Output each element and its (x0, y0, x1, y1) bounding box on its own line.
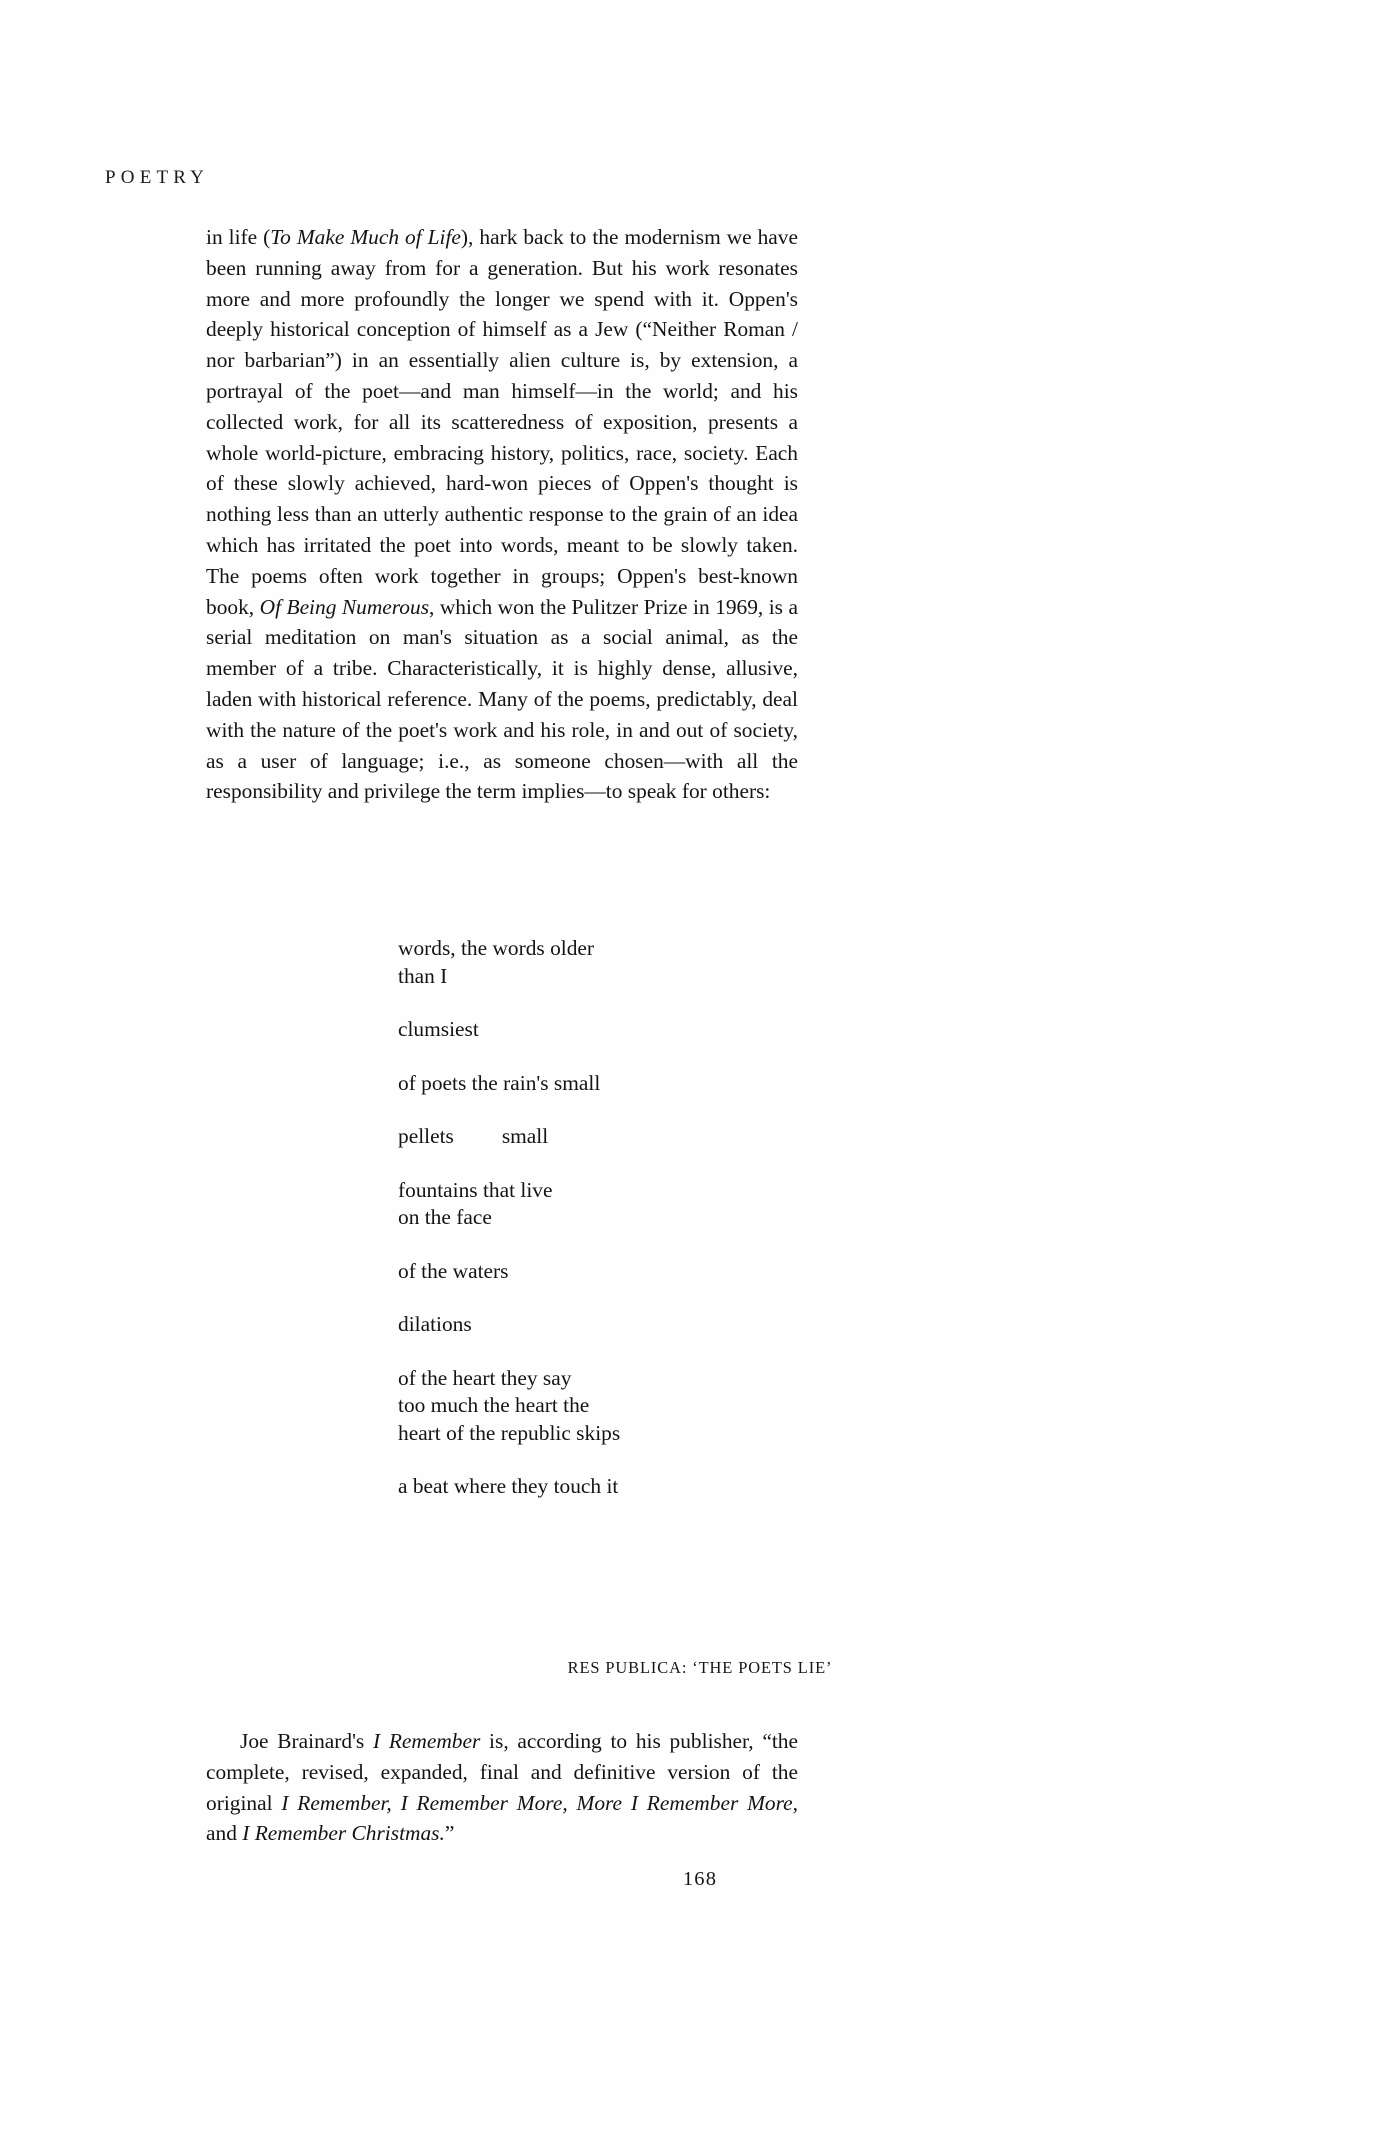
poem-attribution-text: RES PUBLICA: ‘THE POETS LIE’ (567, 1658, 833, 1677)
verse-word: small (501, 1124, 549, 1148)
verse-line: clumsiest (398, 1017, 479, 1041)
body-text-column (206, 222, 798, 807)
italic-title: I Remember, I Remember More, More I Remember More, (281, 1790, 798, 1815)
verse-line: too much the heart the (398, 1393, 590, 1417)
closing-paragraph (206, 1726, 798, 1849)
verse-line: of the heart they say (398, 1365, 572, 1390)
italic-title: I Remember (373, 1729, 481, 1753)
body-paragraph-1 (206, 222, 798, 807)
verse-stanza (398, 1365, 798, 1448)
closing-paragraph-block (206, 1726, 798, 1849)
poem-attribution (0, 1658, 1400, 1678)
italic-title: Of Being Numerous (259, 594, 430, 619)
text-run: Joe Brainard's (240, 1729, 373, 1753)
text-run: in life ( (206, 225, 271, 249)
text-run: is, according to his publisher, “the complete, revised, expanded, final and definitive version of the original (206, 1729, 798, 1815)
verse-stanza (398, 935, 798, 990)
verse-stanza (398, 1311, 798, 1339)
text-run: and (206, 1821, 243, 1846)
verse-line: a beat where they touch it (398, 1474, 619, 1498)
verse-stanza (398, 1258, 798, 1286)
verse-quotation (398, 935, 798, 1501)
verse-line (398, 1123, 798, 1151)
page-number: 168 (682, 1868, 718, 1890)
text-run: ” (444, 1821, 455, 1846)
running-head: POETRY (105, 167, 210, 188)
verse-stanza (398, 1070, 798, 1098)
verse-line: than I (398, 963, 448, 988)
text-run: , which won the Pulitzer Prize in 1969, is a serial meditation on man's situation as a social animal, as the member of a tribe. Characteristically, it is highly dense, allusive, laden with historical reference. Many of the poems, predictably, deal with the nature of the poet's work and his role, in and out of society, as a user of language; i.e., as someone chosen—with all the responsibility and privilege the term implies—to speak for others: (206, 594, 798, 804)
verse-line: words, the words older (398, 936, 595, 960)
verse-line: heart of the republic skips (398, 1420, 621, 1445)
text-run: ), hark back to the modernism we have been running away from for a generation. But his work resonates more and more profoundly the longer we spend with it. Oppen's deeply historical conception of himself as a Jew (“Neither Roman / nor barbarian”) in an essentially alien culture is, by extension, a portrayal of the poet—and man himself—in the world; and his collected work, for all its scatteredness of exposition, presents a whole world-picture, embracing history, politics, race, society. Each of these slowly achieved, hard-won pieces of Oppen's thought is nothing less than an utterly authentic response to the grain of an idea which has irritated the poet into words, meant to be slowly taken. The poems often work together in groups; Oppen's best-known book, (206, 225, 798, 619)
verse-stanza (398, 1473, 798, 1501)
verse-stanza (398, 1123, 798, 1151)
verse-line: of the waters (398, 1258, 509, 1283)
verse-stanza (398, 1177, 798, 1232)
italic-title: To Make Much of Life (270, 225, 461, 249)
verse-line: dilations (398, 1312, 472, 1336)
verse-line: fountains that live (398, 1177, 553, 1202)
italic-title: I Remember Christmas. (242, 1821, 445, 1846)
verse-line: of poets the rain's small (398, 1070, 601, 1095)
verse-line: on the face (398, 1205, 492, 1229)
verse-stanza (398, 1016, 798, 1044)
verse-word: pellets (398, 1124, 454, 1148)
